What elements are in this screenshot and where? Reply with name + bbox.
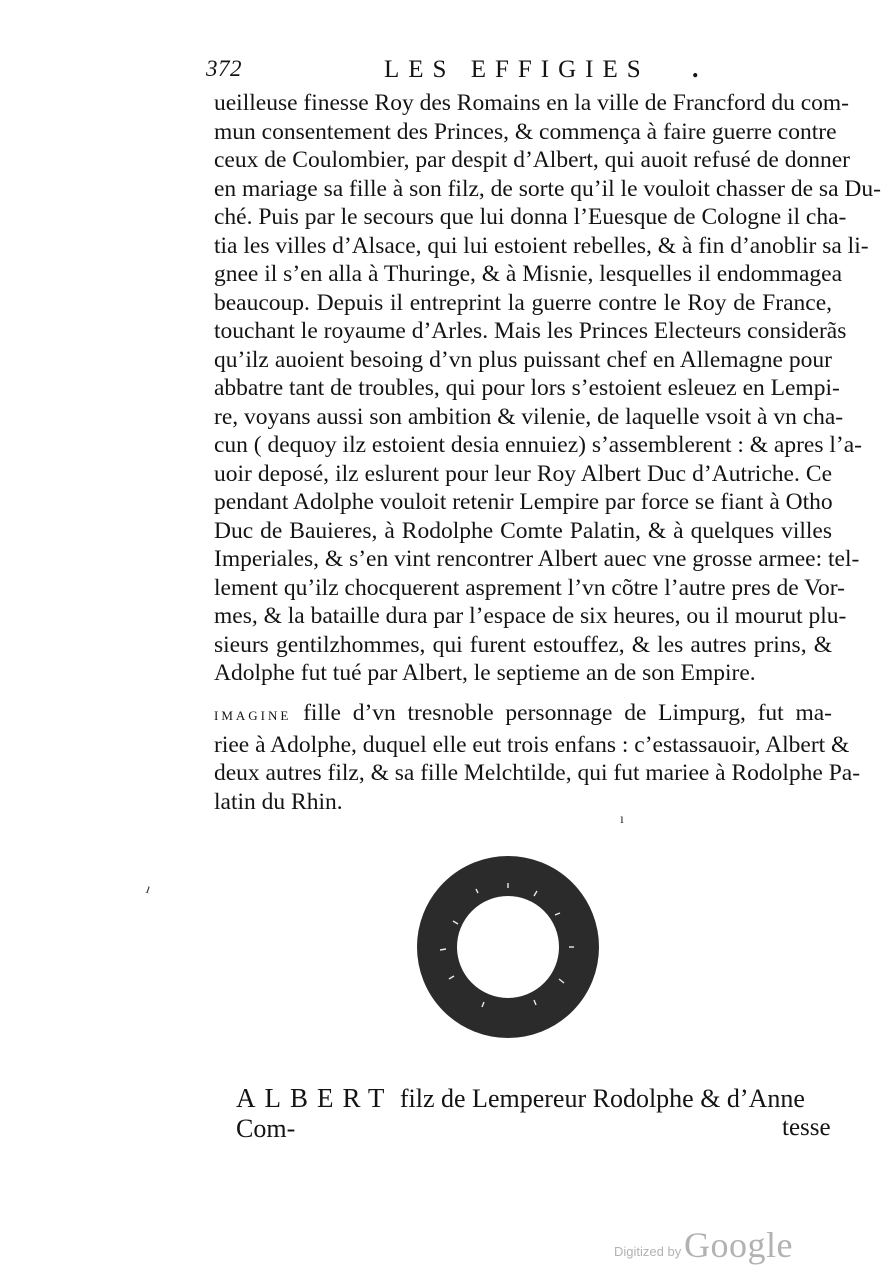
stray-mark: ı (143, 881, 153, 898)
text-line: Imperiales, & s’en vint rencontrer Albert auec vne grosse armee: tel- (214, 546, 860, 572)
text-line: qu’ilz auoient besoing d’vn plus puissant chef en Allemagne pour (214, 346, 832, 373)
text-line: mun consentement des Princes, & commença à faire guerre contre (214, 118, 837, 145)
portrait-caption (236, 1083, 832, 1144)
page-header (206, 56, 726, 88)
page-number: 372 (206, 56, 242, 81)
caption-text: filz de Lempereur Rodolphe & d’Anne Com- (236, 1084, 805, 1143)
digitized-by-label: Digitized by (614, 1244, 682, 1259)
text-line: latin du Rhin. (214, 788, 343, 815)
text-line: re, voyans aussi son ambition & vilenie, de laquelle vsoit à vn cha- (214, 403, 844, 430)
text-line-first (214, 699, 832, 731)
portrait-medallion (416, 855, 600, 1039)
text-line: riee à Adolphe, duquel elle eut trois enfans : c’estassauoir, Albert & (214, 731, 850, 758)
stray-mark: ı (620, 812, 624, 827)
text-line: deux autres filz, & sa fille Melchtilde, qui fut mariee à Rodolphe Pa- (214, 760, 861, 786)
lead-word: IMAGINE (214, 708, 292, 723)
first-line-text: fille d’vn tresnoble personnage de Limpurg, fut ma- (291, 700, 832, 726)
text-line: sieurs gentilzhommes, qui furent estouffez, & les autres prins, & (214, 631, 832, 658)
paragraph-imagine (214, 699, 861, 816)
text-line: gnee il s’en alla à Thuringe, & à Misnie, lesquelles il endommagea (214, 261, 843, 287)
text-line: lement qu’ilz chocquerent asprement l’vn cõtre l’autre pres de Vor- (214, 574, 845, 601)
text-line: abbatre tant de troubles, qui pour lors s’estoient esleuez en Lempi- (214, 375, 840, 401)
text-line: ché. Puis par le secours que lui donna l’Euesque de Cologne il cha- (214, 204, 847, 230)
paragraph-adolphe (214, 89, 881, 688)
text-line: Duc de Bauieres, à Rodolphe Comte Palatin, & à quelques villes (214, 517, 832, 544)
text-line: ueilleuse finesse Roy des Romains en la ville de Francford du com- (214, 90, 849, 116)
text-line: uoir deposé, ilz eslurent pour leur Roy Albert Duc d’Autriche. Ce (214, 460, 832, 487)
running-title: LES EFFIGIES (384, 56, 650, 83)
catchword: tesse (782, 1114, 831, 1141)
text-line: beaucoup. Depuis il entreprint la guerre contre le Roy de France, (214, 289, 832, 316)
text-line: pendant Adolphe vouloit retenir Lempire par force se fiant à Otho (214, 489, 833, 515)
text-line: Adolphe fut tué par Albert, le septieme an de son Empire. (214, 660, 756, 686)
text-line: mes, & la bataille dura par l’espace de six heures, ou il mourut plu- (214, 603, 847, 629)
text-line: tia les villes d’Alsace, qui lui estoient rebelles, & à fin d’anoblir sa li- (214, 232, 869, 259)
text-line: cun ( dequoy ilz estoient desia ennuiez) s’assemblerent : & apres l’a- (214, 432, 862, 458)
caption-name: ALBERT (236, 1083, 394, 1113)
google-logo: Google (684, 1225, 793, 1265)
text-line: touchant le royaume d’Arles. Mais les Princes Electeurs considerãs (214, 318, 847, 344)
text-line: ceux de Coulombier, par despit d’Albert, qui auoit refusé de donner (214, 147, 850, 173)
google-watermark (614, 1225, 794, 1270)
text-line: en mariage sa fille à son filz, de sorte qu’il le vouloit chasser de sa Du- (214, 175, 881, 202)
header-dot: . (692, 54, 699, 83)
medallion-ring (437, 876, 579, 1018)
